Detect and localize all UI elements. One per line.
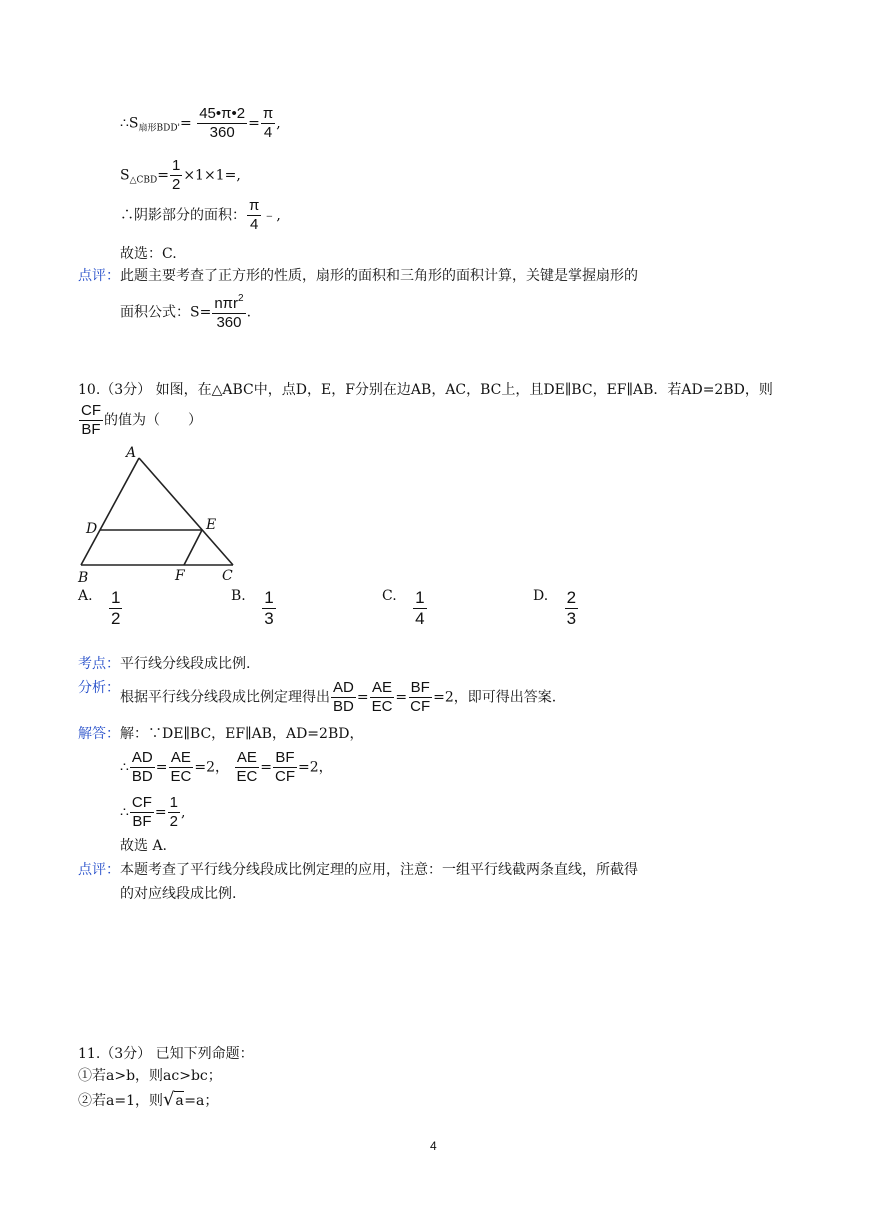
comment-2-line-2: 的对应线段成比例. (120, 886, 237, 902)
formula-line-shaded-area: ∴阴影部分的面积： $\frac{\pi}{4}$ ﹣, (120, 197, 281, 233)
formula-line-sector: $\therefore S_{扇形BDD'}=$ $\frac{45•\pi•2}{360}$ = $\frac{\pi}{4}$ , (120, 105, 281, 141)
comment-1-formula: 面积公式：S= $\frac{n\pi r^2}{360}$ . (120, 293, 252, 331)
question-10-stem: 10.（3分） 如图，在△ABC中，点D，E，F分别在边AB，AC，BC上，且DE∥BC，EF∥AB．若AD=2BD，则 (78, 382, 773, 398)
jieda-line-1: 解答：解：∵DE∥BC，EF∥AB，AD=2BD， (78, 726, 364, 742)
option-b: B. $\frac{1}{3}$ (231, 587, 274, 628)
option-c: C. $\frac{1}{4}$ (382, 587, 425, 628)
triangle-figure (70, 440, 250, 590)
kaodian-label: 考点： (78, 656, 120, 672)
comment-1: 点评：此题主要考查了正方形的性质，扇形的面积和三角形的面积计算，关键是掌握扇形的 (78, 268, 638, 284)
kaodian: 考点：平行线分线段成比例. (78, 656, 251, 672)
formula-line-triangle: $S_{\triangle CBD}=$ $\frac{1}{2}$ ×1×1=, (120, 157, 241, 193)
page-number: 4 (430, 1139, 437, 1153)
jieda-label: 解答： (78, 726, 120, 742)
question-11-item-2: ②若a=1，则√a=a； (78, 1089, 219, 1110)
comment-2: 点评：本题考查了平行线分线段成比例定理的应用，注意：一组平行线截两条直线，所截得 (78, 862, 638, 878)
fenxi-text: 根据平行线分线段成比例定理得出 $\frac{AD}{BD}$ = $\frac{AE}{EC}$ = $\frac{BF}{CF}$ =2，即可得出答案. (120, 679, 557, 715)
jieda-line-3: ∴ $\frac{CF}{BF}$ = $\frac{1}{2}$ , (120, 794, 186, 830)
answer-line-c: 故选：C. (120, 246, 177, 262)
label-d: D (86, 521, 98, 537)
jieda-line-4: 故选 A. (120, 838, 168, 854)
segment-ac (139, 458, 233, 565)
label-e: E (206, 517, 217, 533)
jieda-line-2: ∴ $\frac{AD}{BD}$ = $\frac{AE}{EC}$ =2， $\frac{AE}{EC}$ = $\frac{BF}{CF}$ =2， (120, 749, 333, 785)
label-a: A (126, 445, 137, 461)
segment-ab (81, 458, 139, 565)
label-b: B (78, 570, 89, 586)
question-10-stem-tail: $\frac{CF}{BF}$ 的值为（ ） (81, 402, 202, 438)
segment-ef (184, 530, 202, 565)
fenxi-label: 分析： (78, 680, 120, 696)
question-11-item-1: ①若a>b，则ac>bc； (78, 1068, 222, 1084)
comment-2-label: 点评： (78, 862, 120, 878)
comment-label: 点评： (78, 268, 120, 284)
label-c: C (222, 568, 233, 584)
option-d: D. $\frac{2}{3}$ (533, 587, 577, 628)
sqrt-symbol: √ (162, 1089, 175, 1110)
option-a: A. $\frac{1}{2}$ (78, 587, 121, 628)
label-f: F (175, 568, 185, 584)
question-11-stem: 11.（3分） 已知下列命题： (78, 1046, 254, 1062)
